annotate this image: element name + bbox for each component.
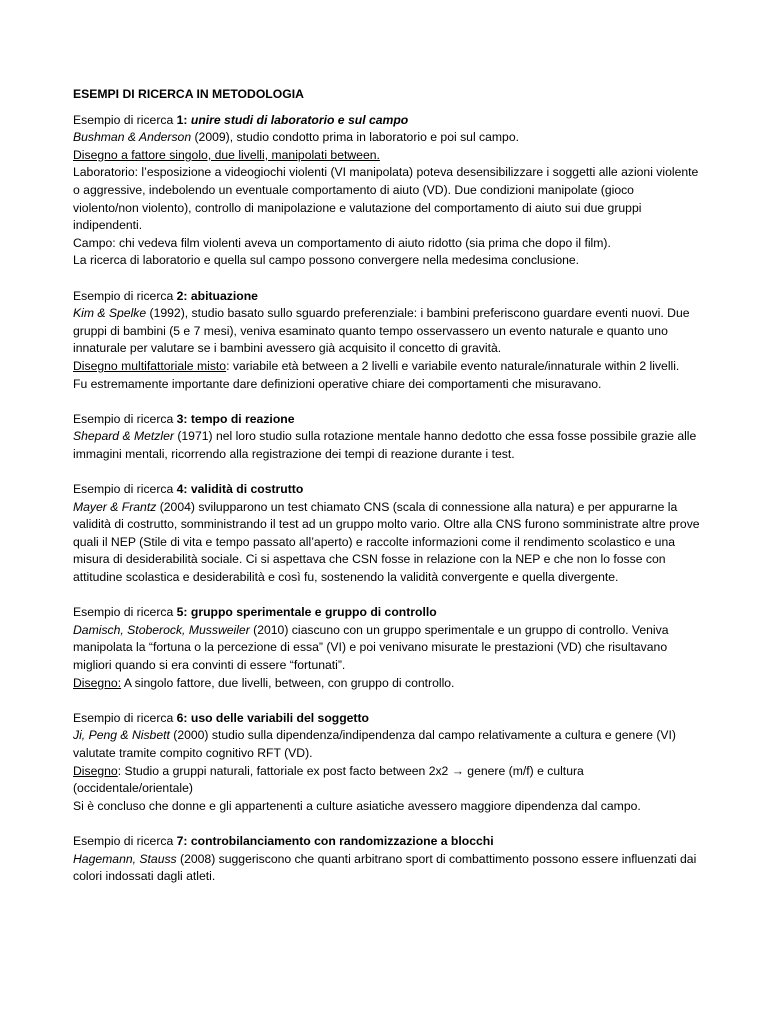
heading-number: 3: (176, 411, 191, 426)
heading-topic: uso delle variabili del soggetto (190, 710, 369, 725)
paragraph: Fu estremamente importante dare definizioni operative chiare dei comportamenti che misuravano. (73, 376, 602, 391)
heading-number: 7: (176, 833, 191, 848)
heading-prefix: Esempio di ricerca (73, 482, 177, 497)
heading-number: 2: (176, 288, 191, 303)
heading-prefix: Esempio di ricerca (73, 112, 177, 127)
reference-text: (2008) suggeriscono che quanti arbitrano sport di combattimento possono essere influenzati dai colori indossati dagli atleti. (73, 851, 697, 884)
heading-number: 6: (176, 710, 191, 725)
reference-line (73, 428, 703, 463)
design-line (73, 675, 703, 693)
reference-line (73, 499, 703, 587)
heading-topic: controbilanciamento con randomizzazione a blocchi (190, 833, 494, 848)
heading-number: 1: (176, 112, 191, 127)
research-example-2 (73, 288, 703, 394)
section-heading (73, 710, 703, 728)
reference-text: (2004) svilupparono un test chiamato CNS (scala di connessione alla natura) e per appurarne la validità di costrutto, somministrando il test ad un gruppo molto vario. Oltre alla CNS furono somministrate altre prove quali il NEP (Stile di vita e tempo passato all’aperto) e raccolte informazioni come il rendimento scolastico e una misura di desiderabilità sociale. Ci si aspettava che CSN fosse in relazione con la NEP e che non lo fosse con attitudine scolastica e desiderabilità e così fu, sostenendo la validità convergente e quella divergente. (73, 499, 700, 585)
heading-prefix: Esempio di ricerca (73, 411, 177, 426)
design-label: Disegno: (73, 675, 122, 690)
reference-line (73, 622, 703, 675)
heading-topic: abituazione (190, 288, 258, 303)
heading-topic: gruppo sperimentale e gruppo di controllo (190, 605, 437, 620)
reference-text: (2009), studio condotto prima in laboratorio e poi sul campo. (191, 130, 519, 145)
reference-line (73, 305, 703, 358)
paragraph: Si è concluso che donne e gli appartenenti a culture asiatiche avessero maggiore dipendenza dal campo. (73, 798, 641, 813)
paragraph: La ricerca di laboratorio e quella sul campo possono convergere nella medesima conclusione. (73, 253, 580, 268)
heading-number: 4: (176, 482, 191, 497)
research-example-5 (73, 604, 703, 692)
section-heading (73, 112, 703, 130)
heading-prefix: Esempio di ricerca (73, 605, 177, 620)
design-label: Disegno (73, 763, 118, 778)
heading-number: 5: (176, 605, 191, 620)
heading-prefix: Esempio di ricerca (73, 288, 177, 303)
reference-text: (1992), studio basato sullo sguardo preferenziale: i bambini preferiscono guardare eventi nuovi. Due gruppi di bambini (5 e 7 mesi), veniva esaminato quanto tempo osservassero un evento naturale e quanto uno innaturale per valutare se i bambini avessero già acquisito il concetto di gravità. (73, 306, 690, 356)
design-text: : variabile età between a 2 livelli e variabile evento naturale/innaturale within 2 livelli. (226, 358, 680, 373)
section-heading (73, 411, 703, 429)
reference-authors: Ji, Peng & Nisbett (73, 728, 170, 743)
paragraph: Campo: chi vedeva film violenti aveva un comportamento di aiuto ridotto (sia prima che dopo il film). (73, 235, 611, 250)
reference-line (73, 727, 703, 762)
heading-prefix: Esempio di ricerca (73, 833, 177, 848)
reference-authors: Mayer & Frantz (73, 499, 157, 514)
reference-authors: Hagemann, Stauss (73, 851, 177, 866)
heading-topic: tempo di reazione (190, 411, 295, 426)
document-page (73, 86, 703, 903)
reference-authors: Bushman & Anderson (73, 130, 192, 145)
reference-line (73, 851, 703, 886)
reference-line (73, 129, 703, 147)
design-line: Disegno a fattore singolo, due livelli, manipolati between. (73, 147, 380, 162)
reference-authors: Damisch, Stoberock, Mussweiler (73, 622, 250, 637)
design-label: Disegno multifattoriale misto (73, 358, 227, 373)
reference-text: (2000) studio sulla dipendenza/indipendenza dal campo relativamente a cultura e genere (VI) valutate tramite compito cognitivo RFT (VD). (73, 728, 676, 760)
document-title: ESEMPI DI RICERCA IN METODOLOGIA (73, 87, 304, 101)
research-example-7 (73, 833, 703, 886)
design-line (73, 358, 703, 376)
design-text: A singolo fattore, due livelli, between, con gruppo di controllo. (121, 675, 455, 690)
section-heading (73, 833, 703, 851)
paragraph: Laboratorio: l’esposizione a videogiochi violenti (VI manipolata) poteva desensibilizzare i soggetti alle azioni violente o aggressive, indebolendo un eventuale comportamento di aiuto (VD). Due condizioni manipolate (gioco violento/non violento), controllo di manipolazione e valutazione del comportamento di aiuto sui due gruppi indipendenti. (73, 165, 699, 233)
heading-topic: validità di costrutto (190, 482, 304, 497)
heading-topic: unire studi di laboratorio e sul campo (190, 112, 409, 127)
reference-text: (2010) ciascuno con un gruppo sperimentale e un gruppo di controllo. Veniva manipolata la “fortuna o la percezione di essa” (VI) e poi venivano misurate le prestazioni (VD) che risultavano migliori quando si era convinti di essere “fortunati”. (73, 622, 669, 672)
design-text: : Studio a gruppi naturali, fattoriale ex post facto between 2x2 → genere (m/f) e cultura (occidentale/orientale) (73, 763, 584, 796)
heading-prefix: Esempio di ricerca (73, 710, 177, 725)
research-example-4 (73, 481, 703, 587)
reference-text: (1971) nel loro studio sulla rotazione mentale hanno dedotto che essa fosse possibile grazie alle immagini mentali, ricorrendo alla registrazione dei tempi di reazione durante i test. (73, 429, 697, 461)
section-heading (73, 604, 703, 622)
design-line (73, 763, 703, 798)
research-example-3 (73, 411, 703, 464)
section-heading (73, 288, 703, 306)
research-example-6 (73, 710, 703, 816)
section-heading (73, 481, 703, 499)
reference-authors: Shepard & Metzler (73, 429, 174, 444)
reference-authors: Kim & Spelke (73, 306, 147, 321)
research-example-1 (73, 112, 703, 270)
